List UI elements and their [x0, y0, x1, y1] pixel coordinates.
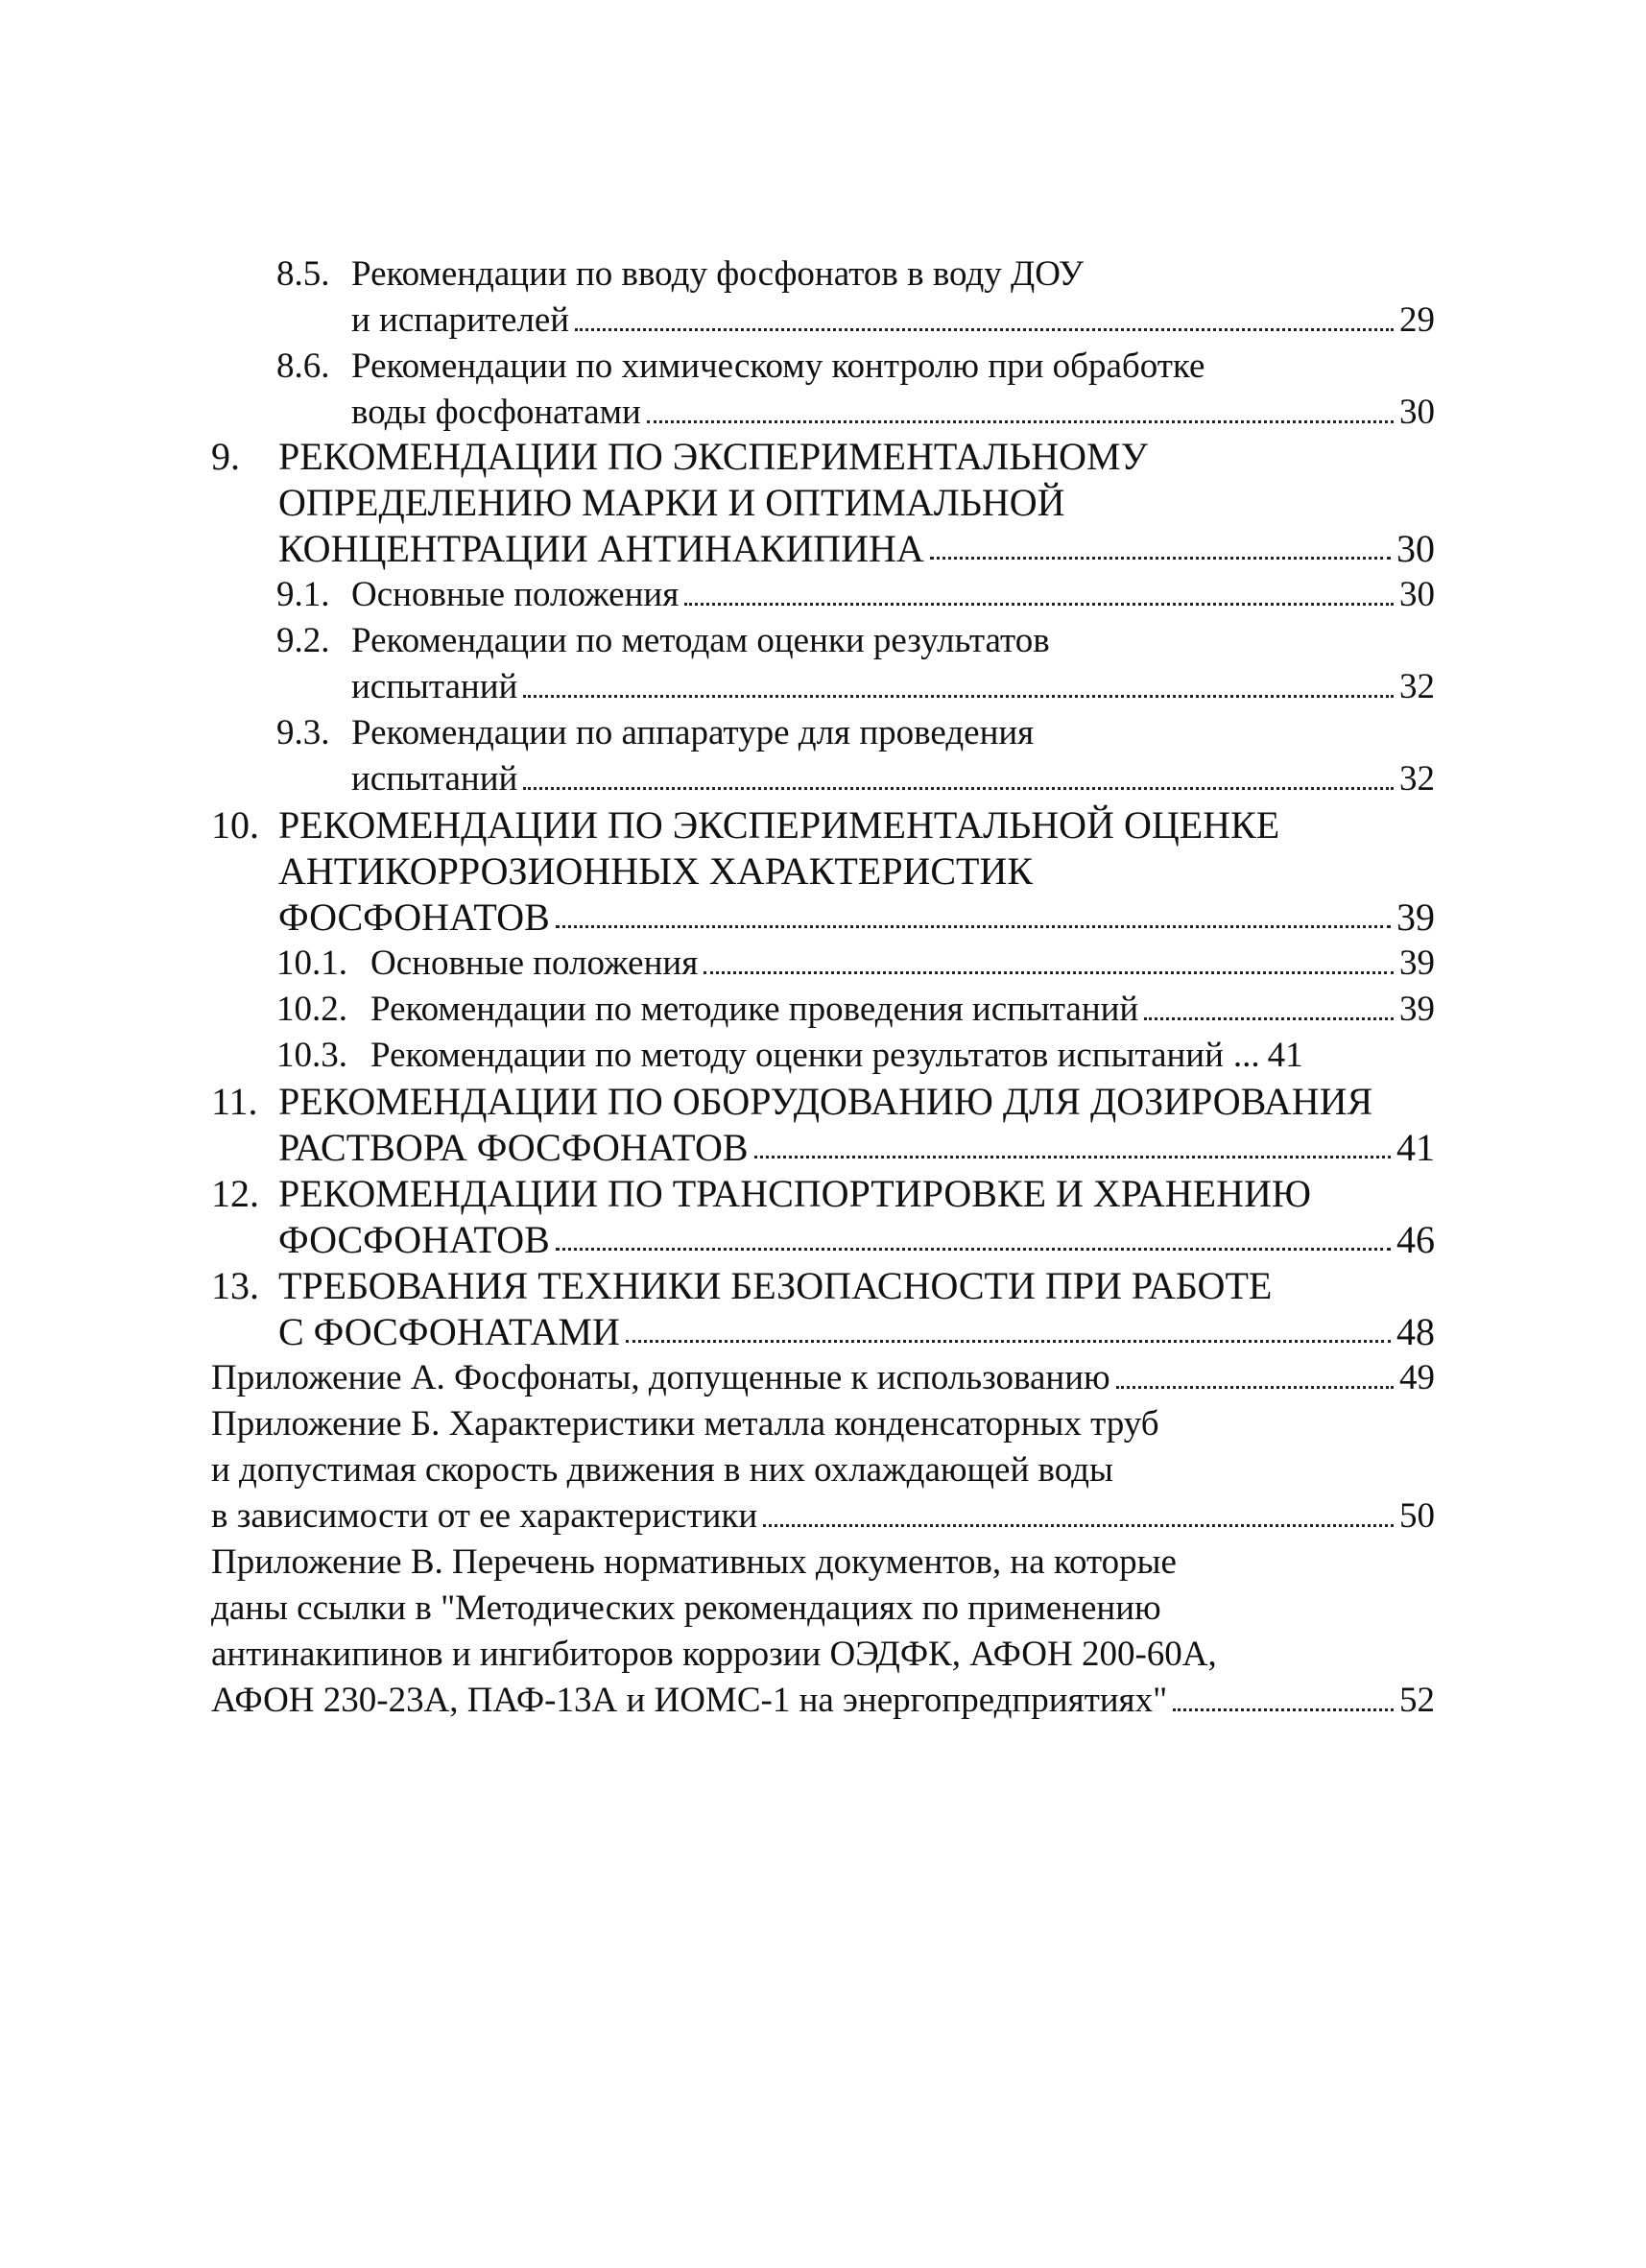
toc-9-number: 9.	[211, 435, 240, 478]
toc-entry-10-1[interactable]	[370, 941, 1435, 987]
toc-10-number: 10.	[211, 803, 259, 847]
toc-8-5-title: Рекомендации по вводу фосфонатов в воду ДОУ	[351, 254, 1085, 294]
toc-11-number: 11.	[211, 1080, 258, 1123]
toc-9-2-title: Рекомендации по методам оценки результатов	[351, 621, 1050, 660]
toc-10-3-page: 41	[1267, 1036, 1303, 1075]
toc-13-number: 13.	[211, 1264, 259, 1307]
toc-10-2-number: 10.2.	[276, 990, 347, 1029]
toc-9-1-number: 9.1.	[276, 575, 330, 614]
toc-12-number: 12.	[211, 1172, 259, 1215]
toc-8-6-title: Рекомендации по химическому контролю при обработке	[351, 346, 1205, 386]
toc-10-1-number: 10.1.	[276, 943, 347, 983]
toc-10-1-page: 39	[1399, 943, 1435, 983]
toc-9-title-cont2: КОНЦЕНТРАЦИИ АНТИНАКИПИНА	[278, 527, 924, 570]
toc-11-page: 41	[1396, 1126, 1435, 1169]
dot-leader	[1173, 1708, 1394, 1711]
dot-leader	[930, 557, 1391, 560]
toc-entry-9-1[interactable]	[351, 572, 1435, 618]
toc-9-2-number: 9.2.	[276, 621, 330, 660]
toc-10-title-cont: АНТИКОРРОЗИОННЫХ ХАРАКТЕРИСТИК	[278, 849, 1034, 893]
toc-8-6-number: 8.6.	[276, 346, 330, 386]
toc-9-1-page: 30	[1399, 575, 1435, 614]
appendix-c-title: Приложение В. Перечень нормативных документов, на которые	[211, 1542, 1177, 1582]
dot-leader	[754, 1156, 1391, 1158]
toc-9-title-cont: ОПРЕДЕЛЕНИЮ МАРКИ И ОПТИМАЛЬНОЙ	[278, 481, 1065, 524]
dot-leader	[704, 971, 1394, 974]
appendix-c-page: 52	[1399, 1681, 1435, 1720]
dot-leader	[575, 328, 1394, 331]
dot-leader	[647, 420, 1394, 423]
dot-leader	[556, 1248, 1391, 1251]
toc-10-3-number: 10.3.	[276, 1036, 347, 1075]
toc-10-title: РЕКОМЕНДАЦИИ ПО ЭКСПЕРИМЕНТАЛЬНОЙ ОЦЕНКЕ	[278, 803, 1280, 847]
toc-13-page: 48	[1396, 1310, 1435, 1353]
toc-9-3-number: 9.3.	[276, 713, 330, 752]
toc-8-6-title-cont: воды фосфонатами	[351, 393, 641, 432]
toc-entry-appendix-b[interactable]	[211, 1493, 1435, 1540]
toc-entry-10-2[interactable]	[370, 987, 1435, 1033]
toc-12-title: РЕКОМЕНДАЦИИ ПО ТРАНСПОРТИРОВКЕ И ХРАНЕНИЮ	[278, 1172, 1311, 1215]
toc-12-page: 46	[1396, 1218, 1435, 1261]
toc-10-1-title: Основные положения	[370, 943, 699, 983]
toc-8-6-page: 30	[1399, 393, 1435, 432]
toc-entry-10[interactable]	[278, 895, 1435, 941]
toc-entry-12[interactable]	[278, 1217, 1435, 1263]
toc-10-2-page: 39	[1399, 990, 1435, 1029]
toc-8-5-number: 8.5.	[276, 254, 330, 294]
toc-10-page: 39	[1396, 895, 1435, 939]
dot-leader	[763, 1524, 1394, 1527]
toc-9-3-title-cont: испытаний	[351, 759, 518, 799]
toc-entry-9-2[interactable]	[351, 664, 1435, 710]
appendix-c-title-cont: даны ссылки в "Методических рекомендациях по применению	[211, 1588, 1161, 1628]
dot-leader	[1144, 1017, 1394, 1020]
toc-9-3-page: 32	[1399, 759, 1435, 799]
toc-9-3-title: Рекомендации по аппаратуре для проведения	[351, 713, 1035, 752]
dot-leader	[1116, 1386, 1394, 1389]
toc-8-5-page: 29	[1399, 300, 1435, 340]
toc-entry-8-6[interactable]	[351, 390, 1435, 436]
appendix-c-title-cont3: АФОН 230-23А, ПАФ-13А и ИОМС-1 на энергопредприятиях"	[211, 1681, 1168, 1720]
toc-12-title-cont: ФОСФОНАТОВ	[278, 1218, 550, 1261]
toc-entry-11[interactable]	[278, 1125, 1435, 1171]
dot-leader	[684, 603, 1394, 606]
toc-13-title-cont: С ФОСФОНАТАМИ	[278, 1310, 620, 1353]
toc-entry-8-5[interactable]	[351, 298, 1435, 344]
toc-8-5-title-cont: и испарителей	[351, 300, 570, 340]
toc-10-title-cont2: ФОСФОНАТОВ	[278, 895, 550, 939]
appendix-b-title-cont: и допустимая скорость движения в них охлаждающей воды	[211, 1450, 1113, 1490]
toc-entry-13[interactable]	[278, 1309, 1435, 1355]
toc-entry-9-3[interactable]	[351, 756, 1435, 802]
toc-entry-10-3[interactable]	[370, 1033, 1435, 1079]
toc-10-3-leader: ...	[1232, 1036, 1260, 1075]
dot-leader	[523, 787, 1394, 790]
toc-entry-appendix-c[interactable]	[211, 1678, 1435, 1724]
toc-9-1-title: Основные положения	[351, 575, 680, 614]
toc-10-3-title: Рекомендации по методу оценки результатов испытаний	[370, 1036, 1224, 1075]
toc-9-2-page: 32	[1399, 667, 1435, 706]
appendix-b-title: Приложение Б. Характеристики металла конденсаторных труб	[211, 1404, 1159, 1444]
appendix-b-page: 50	[1399, 1496, 1435, 1536]
toc-entry-appendix-a[interactable]	[211, 1355, 1435, 1401]
toc-entry-9[interactable]	[278, 526, 1435, 572]
toc-11-title: РЕКОМЕНДАЦИИ ПО ОБОРУДОВАНИЮ ДЛЯ ДОЗИРОВАНИЯ	[278, 1080, 1373, 1123]
appendix-a-title: Приложение А. Фосфонаты, допущенные к использованию	[211, 1358, 1110, 1397]
appendix-a-page: 49	[1399, 1358, 1435, 1397]
toc-9-title: РЕКОМЕНДАЦИИ ПО ЭКСПЕРИМЕНТАЛЬНОМУ	[278, 435, 1148, 478]
dot-leader	[523, 695, 1394, 698]
dot-leader	[556, 925, 1391, 928]
dot-leader	[626, 1340, 1391, 1343]
appendix-b-title-cont2: в зависимости от ее характеристики	[211, 1496, 758, 1536]
toc-9-page: 30	[1396, 527, 1435, 570]
toc-11-title-cont: РАСТВОРА ФОСФОНАТОВ	[278, 1126, 749, 1169]
toc-10-2-title: Рекомендации по методике проведения испытаний	[370, 990, 1139, 1029]
toc-9-2-title-cont: испытаний	[351, 667, 518, 706]
appendix-c-title-cont2: антинакипинов и ингибиторов коррозии ОЭДФК, АФОН 200-60А,	[211, 1635, 1217, 1674]
toc-13-title: ТРЕБОВАНИЯ ТЕХНИКИ БЕЗОПАСНОСТИ ПРИ РАБОТЕ	[278, 1264, 1273, 1307]
